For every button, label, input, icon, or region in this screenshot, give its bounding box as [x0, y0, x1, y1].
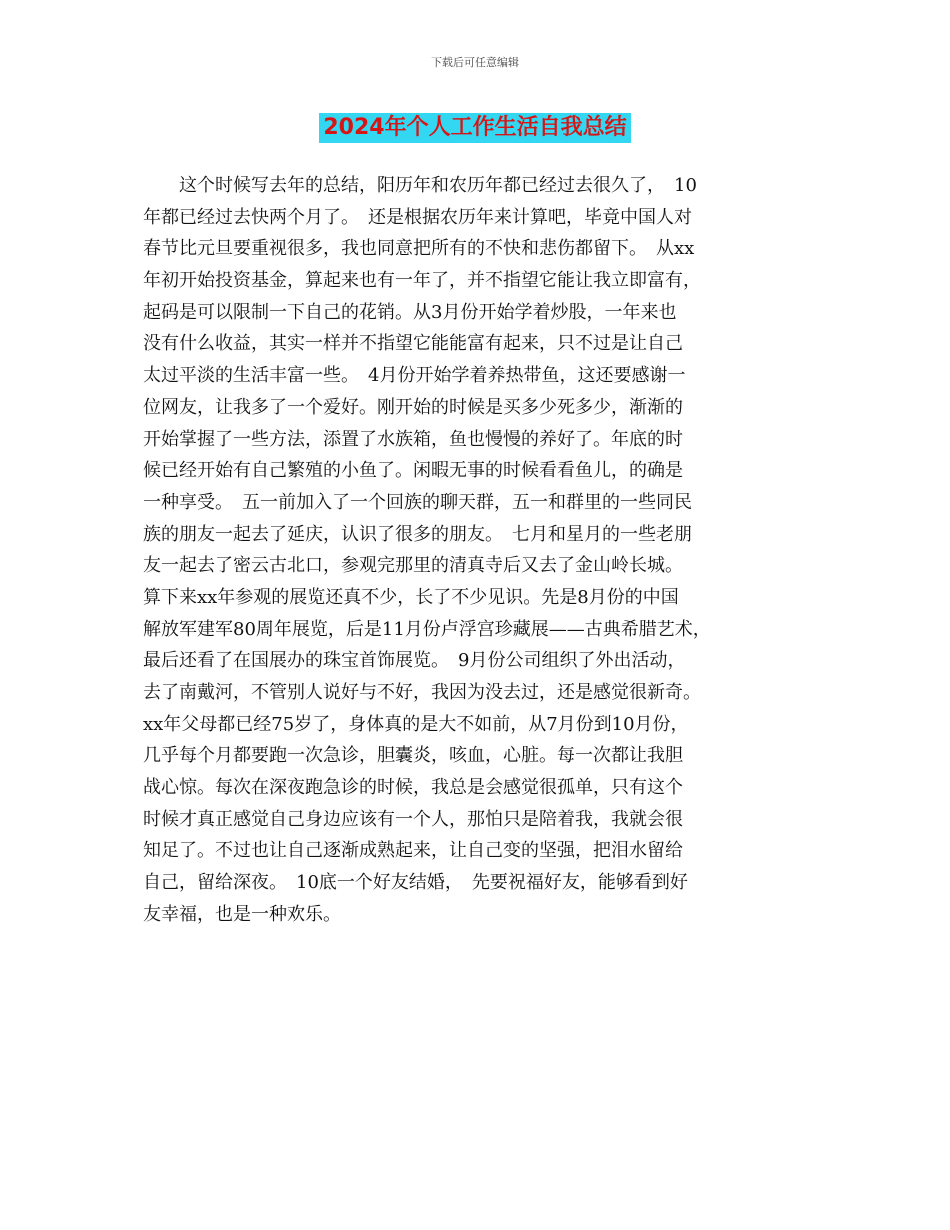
download-edit-note: 下载后可任意编辑: [431, 56, 519, 69]
body-line: 年初开始投资基金，算起来也有一年了，并不指望它能让我立即富有，: [143, 270, 701, 292]
body-line: 自己，留给深夜。 10底一个好友结婚， 先要祝福好友，能够看到好: [143, 872, 688, 894]
body-line: 几乎每个月都要跑一次急诊，胆囊炎，咳血，心脏。每一次都让我胆: [143, 745, 683, 767]
title-container: [0, 113, 950, 143]
body-line: 友幸福，也是一种欢乐。: [143, 903, 341, 925]
body-line: 算下来xx年参观的展览还真不少，长了不少见识。先是8月份的中国: [143, 586, 679, 608]
body-line: 起码是可以限制一下自己的花销。从3月份开始学着炒股，一年来也: [143, 301, 677, 323]
body-line: 没有什么收益，其实一样并不指望它能能富有起来，只不过是让自己: [143, 333, 683, 355]
document-title: 2024年个人工作生活自我总结: [319, 113, 630, 143]
body-line: 知足了。不过也让自己逐渐成熟起来，让自己变的坚强，把泪水留给: [143, 840, 683, 862]
body-line: 战心惊。每次在深夜跑急诊的时候，我总是会感觉很孤单，只有这个: [143, 777, 683, 799]
document-body: [143, 170, 843, 931]
body-line: 太过平淡的生活丰富一些。 4月份开始学着养热带鱼，这还要感谢一: [143, 365, 686, 387]
body-line: 一种享受。 五一前加入了一个回族的聊天群，五一和群里的一些同民: [143, 491, 692, 513]
body-line: 时候才真正感觉自己身边应该有一个人，那怕只是陪着我，我就会很: [143, 808, 683, 830]
body-line: 解放军建军80周年展览，后是11月份卢浮宫珍藏展——古典希腊艺术，: [143, 618, 711, 640]
body-line: xx年父母都已经75岁了，身体真的是大不如前，从7月份到10月份，: [143, 713, 689, 735]
body-line: 最后还看了在国展办的珠宝首饰展览。 9月份公司组织了外出活动，: [143, 650, 686, 672]
body-line: 这个时候写去年的总结，阳历年和农历年都已经过去很久了， 10: [143, 175, 697, 196]
body-line: 位网友，让我多了一个爱好。刚开始的时候是买多少死多少，渐渐的: [143, 396, 683, 418]
body-line: 春节比元旦要重视很多，我也同意把所有的不快和悲伤都留下。 从xx: [143, 238, 695, 260]
body-line: 族的朋友一起去了延庆，认识了很多的朋友。 七月和星月的一些老朋: [143, 523, 692, 545]
body-line: 去了南戴河，不管别人说好与不好，我因为没去过，还是感觉很新奇。: [143, 682, 701, 703]
body-line: 开始掌握了一些方法，添置了水族箱，鱼也慢慢的养好了。年底的时: [143, 428, 683, 450]
body-line: 候已经开始有自己繁殖的小鱼了。闲暇无事的时候看看鱼儿，的确是: [143, 460, 683, 482]
body-line: 友一起去了密云古北口，参观完那里的清真寺后又去了金山岭长城。: [143, 555, 683, 577]
body-line: 年都已经过去快两个月了。 还是根据农历年来计算吧，毕竟中国人对: [143, 206, 692, 228]
